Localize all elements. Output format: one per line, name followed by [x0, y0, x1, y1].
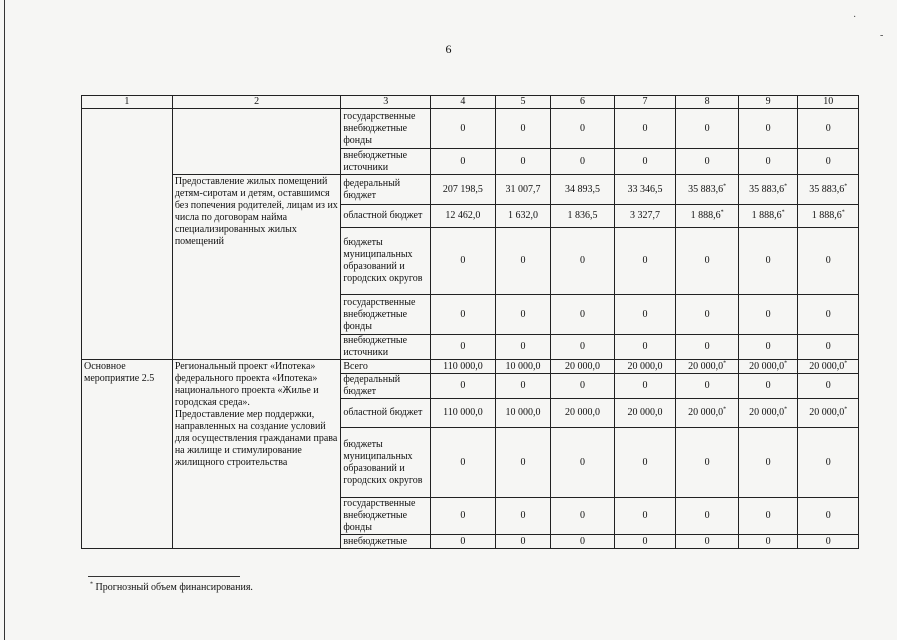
amount-cell [614, 205, 676, 228]
amount-cell [431, 149, 496, 175]
amount-value: 1 888,6 [690, 210, 721, 221]
amount-cell [614, 228, 676, 295]
amount-cell [551, 109, 615, 149]
amount-cell [495, 149, 551, 175]
column-header: 2 [172, 96, 341, 109]
amount-cell [495, 360, 551, 374]
amount-cell [495, 109, 551, 149]
activity-name [172, 360, 341, 549]
amount-value: 0 [825, 155, 831, 167]
amount-cell [738, 374, 798, 399]
amount-value: 10 000,0 [505, 360, 541, 372]
amount-value: 0 [579, 255, 585, 266]
amount-value: 0 [520, 255, 526, 266]
column-header: 6 [551, 96, 615, 109]
amount-value: 1 836,5 [567, 210, 598, 221]
amount-value: 0 [520, 510, 526, 521]
amount-cell [738, 295, 798, 335]
amount-value: 207 198,5 [442, 183, 483, 195]
amount-cell [798, 535, 859, 549]
amount-cell [495, 335, 551, 360]
amount-cell [798, 228, 859, 295]
amount-cell [551, 498, 615, 535]
amount-cell [614, 295, 676, 335]
amount-cell [676, 335, 739, 360]
forecast-marker: * [784, 406, 788, 413]
amount-value: 20 000,0 [809, 360, 845, 372]
amount-value: 0 [825, 341, 831, 352]
amount-value: 35 883,6 [688, 183, 724, 195]
amount-value: 0 [579, 341, 585, 352]
amount-value: 0 [642, 535, 648, 547]
funding-source: бюджеты муниципальных образований и городских округов [341, 428, 431, 498]
amount-value: 0 [765, 122, 771, 134]
amount-cell [798, 109, 859, 149]
amount-cell [738, 498, 798, 535]
amount-cell [431, 360, 496, 374]
amount-value: 0 [460, 122, 466, 134]
column-header: 5 [495, 96, 551, 109]
page-edge-line [4, 0, 5, 640]
amount-value: 0 [704, 155, 710, 167]
amount-value: 20 000,0 [564, 360, 600, 372]
amount-value: 0 [642, 380, 648, 391]
amount-cell [798, 149, 859, 175]
amount-value: 0 [642, 255, 648, 266]
amount-cell [495, 205, 551, 228]
amount-cell [676, 149, 739, 175]
amount-value: 20 000,0 [688, 407, 724, 418]
amount-value: 0 [704, 255, 710, 266]
amount-value: 20 000,0 [749, 407, 785, 418]
amount-value: 20 000,0 [809, 407, 845, 418]
column-header: 4 [431, 96, 496, 109]
amount-cell [614, 335, 676, 360]
amount-value: 0 [704, 535, 710, 547]
footnote [90, 582, 253, 593]
amount-cell [431, 374, 496, 399]
amount-value: 110 000,0 [443, 360, 483, 372]
amount-cell [738, 175, 798, 205]
forecast-marker: * [784, 183, 788, 190]
amount-value: 0 [460, 341, 466, 352]
amount-cell [551, 175, 615, 205]
amount-value: 0 [642, 510, 648, 521]
amount-cell [551, 428, 615, 498]
amount-cell [738, 360, 798, 374]
table-row [82, 175, 859, 205]
forecast-marker: * [844, 360, 848, 367]
amount-cell [798, 175, 859, 205]
amount-cell [431, 109, 496, 149]
amount-cell [614, 360, 676, 374]
amount-value: 0 [579, 308, 585, 320]
forecast-marker: * [841, 209, 845, 216]
amount-value: 12 462,0 [445, 210, 481, 221]
table-row [82, 109, 859, 149]
amount-value: 0 [704, 380, 710, 391]
amount-value: 20 000,0 [749, 360, 785, 372]
amount-cell [495, 399, 551, 428]
amount-value: 0 [704, 308, 710, 320]
amount-value: 0 [765, 308, 771, 320]
footnote-text: Прогнозный объем финансирования. [95, 582, 253, 593]
forecast-marker: * [844, 183, 848, 190]
amount-value: 34 893,5 [564, 183, 600, 195]
amount-cell [798, 295, 859, 335]
amount-value: 0 [704, 122, 710, 134]
amount-value: 0 [642, 155, 648, 167]
financing-table [81, 95, 859, 549]
amount-cell [676, 205, 739, 228]
amount-value: 0 [825, 255, 831, 266]
forecast-marker: * [723, 360, 727, 367]
amount-value: 20 000,0 [564, 407, 600, 418]
amount-cell [551, 149, 615, 175]
amount-value: 0 [825, 456, 831, 468]
amount-value: 31 007,7 [505, 183, 541, 195]
amount-cell [495, 535, 551, 549]
amount-value: 0 [579, 155, 585, 167]
amount-value: 0 [579, 122, 585, 134]
amount-cell [738, 428, 798, 498]
amount-cell [551, 399, 615, 428]
amount-value: 0 [460, 308, 466, 320]
amount-value: 0 [460, 456, 466, 468]
amount-value: 0 [460, 380, 466, 391]
amount-value: 0 [520, 341, 526, 352]
amount-value: 0 [460, 255, 466, 266]
footnote-separator [88, 576, 240, 577]
amount-value: 1 888,6 [811, 210, 842, 221]
amount-cell [676, 535, 739, 549]
activity-code: Основное мероприятие 2.5 [82, 360, 173, 549]
amount-cell [614, 175, 676, 205]
amount-cell [431, 335, 496, 360]
amount-cell [738, 228, 798, 295]
amount-cell [431, 498, 496, 535]
amount-cell [676, 295, 739, 335]
amount-cell [676, 399, 739, 428]
forecast-marker: * [720, 209, 724, 216]
amount-value: 0 [460, 535, 466, 547]
name-cell-continued [172, 109, 341, 175]
funding-source: бюджеты муниципальных образований и городских округов [341, 228, 431, 295]
column-header: 9 [738, 96, 798, 109]
amount-value: 0 [642, 341, 648, 352]
amount-value: 0 [520, 122, 526, 134]
amount-value: 0 [520, 155, 526, 167]
amount-cell [676, 360, 739, 374]
funding-source: федеральный бюджет [341, 374, 431, 399]
amount-value: 0 [704, 510, 710, 521]
amount-cell [495, 374, 551, 399]
amount-cell [614, 149, 676, 175]
amount-value: 0 [765, 456, 771, 468]
funding-source: государственные внебюджетные фонды [341, 109, 431, 149]
amount-cell [798, 205, 859, 228]
column-header: 3 [341, 96, 431, 109]
amount-cell [738, 109, 798, 149]
amount-cell [551, 535, 615, 549]
amount-cell [676, 175, 739, 205]
amount-cell [738, 335, 798, 360]
amount-cell [551, 335, 615, 360]
amount-value: 0 [642, 456, 648, 468]
amount-cell [495, 498, 551, 535]
amount-cell [676, 109, 739, 149]
amount-cell [738, 535, 798, 549]
column-header: 1 [82, 96, 173, 109]
amount-cell [614, 428, 676, 498]
footnote-marker: * [90, 581, 93, 588]
activity-name-part2: Предоставление мер поддержки, направленных на создание условий для осуществления гражданами права на жилище и стимулирование жилищного строительства [174, 409, 338, 468]
column-header: 7 [614, 96, 676, 109]
amount-cell [551, 228, 615, 295]
amount-value: 0 [460, 510, 466, 521]
amount-value: 0 [765, 255, 771, 266]
amount-cell [798, 428, 859, 498]
amount-value: 0 [579, 535, 585, 547]
amount-cell [495, 295, 551, 335]
amount-value: 20 000,0 [688, 360, 724, 372]
amount-cell [431, 228, 496, 295]
amount-value: 0 [520, 456, 526, 468]
amount-value: 0 [704, 456, 710, 468]
funding-source: областной бюджет [341, 205, 431, 228]
funding-source: внебюджетные [341, 535, 431, 549]
amount-value: 0 [520, 308, 526, 320]
forecast-marker: * [784, 360, 788, 367]
amount-value: 3 327,7 [630, 210, 661, 221]
funding-source: внебюджетные источники [341, 149, 431, 175]
amount-cell [614, 535, 676, 549]
amount-value: 0 [579, 456, 585, 468]
amount-cell [431, 295, 496, 335]
amount-value: 0 [520, 380, 526, 391]
table-row [82, 360, 859, 374]
amount-value: 0 [765, 510, 771, 521]
amount-cell [798, 374, 859, 399]
forecast-marker: * [844, 406, 848, 413]
amount-value: 1 632,0 [507, 210, 538, 221]
amount-value: 10 000,0 [505, 407, 541, 418]
table-header-row [82, 96, 859, 109]
amount-cell [495, 228, 551, 295]
column-header: 8 [676, 96, 739, 109]
amount-value: 110 000,0 [443, 407, 483, 418]
amount-cell [798, 399, 859, 428]
amount-value: 0 [765, 155, 771, 167]
amount-cell [676, 498, 739, 535]
amount-cell [738, 205, 798, 228]
amount-cell [551, 374, 615, 399]
amount-cell [551, 360, 615, 374]
amount-value: 0 [825, 308, 831, 320]
amount-cell [431, 428, 496, 498]
amount-cell [495, 175, 551, 205]
forecast-marker: * [723, 406, 727, 413]
amount-cell [614, 374, 676, 399]
funding-source: государственные внебюджетные фонды [341, 498, 431, 535]
amount-cell [676, 428, 739, 498]
amount-value: 0 [765, 341, 771, 352]
amount-cell [614, 109, 676, 149]
scan-speck: · [853, 12, 857, 23]
activity-name: Предоставление жилых помещений детям-сиротам и детям, оставшимся без попечения родителей, лицам из их числа по договорам найма специализированных жилых помещений [172, 175, 341, 360]
forecast-marker: * [723, 183, 727, 190]
amount-value: 0 [825, 380, 831, 391]
amount-cell [798, 360, 859, 374]
amount-value: 0 [642, 122, 648, 134]
amount-value: 0 [704, 341, 710, 352]
amount-value: 0 [825, 535, 831, 547]
amount-cell [614, 399, 676, 428]
amount-value: 0 [765, 380, 771, 391]
amount-value: 0 [642, 308, 648, 320]
funding-source: внебюджетные источники [341, 335, 431, 360]
funding-source: Всего [341, 360, 431, 374]
amount-value: 0 [825, 122, 831, 134]
amount-cell [431, 535, 496, 549]
amount-value: 20 000,0 [627, 360, 663, 372]
amount-cell [431, 175, 496, 205]
amount-value: 0 [520, 535, 526, 547]
column-header: 10 [798, 96, 859, 109]
page-number: 6 [445, 42, 452, 56]
amount-value: 35 883,6 [809, 183, 845, 195]
amount-value: 0 [579, 380, 585, 391]
amount-cell [431, 205, 496, 228]
amount-cell [551, 205, 615, 228]
amount-cell [431, 399, 496, 428]
scan-speck: - [880, 30, 884, 41]
amount-cell [798, 335, 859, 360]
amount-value: 35 883,6 [749, 183, 785, 195]
amount-value: 0 [579, 510, 585, 521]
amount-cell [738, 399, 798, 428]
forecast-marker: * [781, 209, 785, 216]
amount-cell [676, 228, 739, 295]
amount-cell [676, 374, 739, 399]
amount-value: 0 [825, 510, 831, 521]
amount-cell [738, 149, 798, 175]
amount-cell [551, 295, 615, 335]
code-cell-continued [82, 109, 173, 360]
amount-cell [798, 498, 859, 535]
amount-value: 33 346,5 [627, 183, 663, 195]
activity-name-part1: Региональный проект «Ипотека» федерального проекта «Ипотека» национального проекта «Жилье и городская среда». [174, 361, 319, 408]
funding-source: государственные внебюджетные фонды [341, 295, 431, 335]
amount-value: 20 000,0 [627, 407, 663, 418]
amount-cell [495, 428, 551, 498]
amount-value: 0 [460, 155, 466, 167]
amount-value: 0 [765, 535, 771, 547]
amount-value: 1 888,6 [751, 210, 782, 221]
amount-cell [614, 498, 676, 535]
funding-source: областной бюджет [341, 399, 431, 428]
funding-source: федеральный бюджет [341, 175, 431, 205]
